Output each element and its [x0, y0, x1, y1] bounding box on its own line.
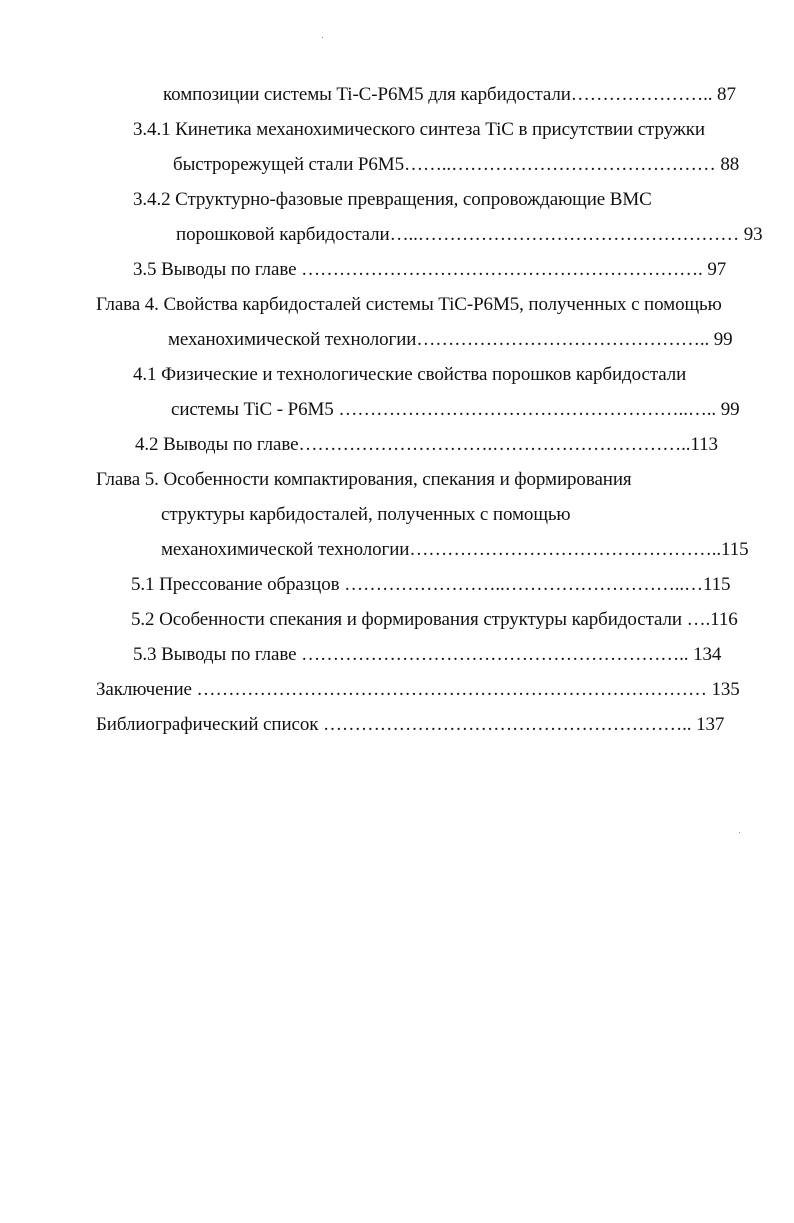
toc-line: структуры карбидосталей, полученных с помощью — [161, 504, 571, 525]
toc-line: Глава 4. Свойства карбидосталей системы TiC-P6M5, полученных с помощью — [96, 294, 722, 315]
toc-line: 4.2 Выводы по главе………………………….…………………………..113 — [135, 434, 718, 455]
toc-line: Глава 5. Особенности компактирования, спекания и формирования — [96, 469, 632, 490]
toc-line: 5.2 Особенности спекания и формирования структуры карбидостали ….116 — [131, 609, 738, 630]
toc-line: механохимической технологии……………………………………….. 99 — [168, 329, 733, 350]
toc-line: 3.4.2 Структурно-фазовые превращения, сопровождающие ВМС — [133, 189, 652, 210]
toc-line: 3.4.1 Кинетика механохимического синтеза TiC в присутствии стружки — [133, 119, 705, 140]
toc-line: быстрорежущей стали Р6М5……..…………………………………… 88 — [173, 154, 740, 175]
toc-line: Библиографический список ………………………………………………….. 137 — [96, 714, 725, 735]
toc-line: порошковой карбидостали…..…………………………………………… 93 — [176, 224, 763, 245]
toc-line: системы TiC - P6M5 ………………………………………………..….. 99 — [171, 399, 740, 420]
toc-line: 3.5 Выводы по главе ………………………………………………………. 97 — [133, 259, 727, 280]
toc-line: композиции системы Ti-C-P6M5 для карбидостали………………….. 87 — [163, 84, 736, 105]
toc-line: 5.3 Выводы по главе …………………………………………………….. 134 — [133, 644, 722, 665]
scan-speck — [322, 37, 323, 38]
scan-speck — [739, 832, 740, 833]
toc-line: Заключение ……………………………………………………………………… 135 — [96, 679, 740, 700]
toc-line: 5.1 Прессование образцов ……………………..………………………..…115 — [131, 574, 731, 595]
toc-line: 4.1 Физические и технологические свойства порошков карбидостали — [133, 364, 687, 385]
toc-line: механохимической технологии…………………………………………..115 — [161, 539, 749, 560]
